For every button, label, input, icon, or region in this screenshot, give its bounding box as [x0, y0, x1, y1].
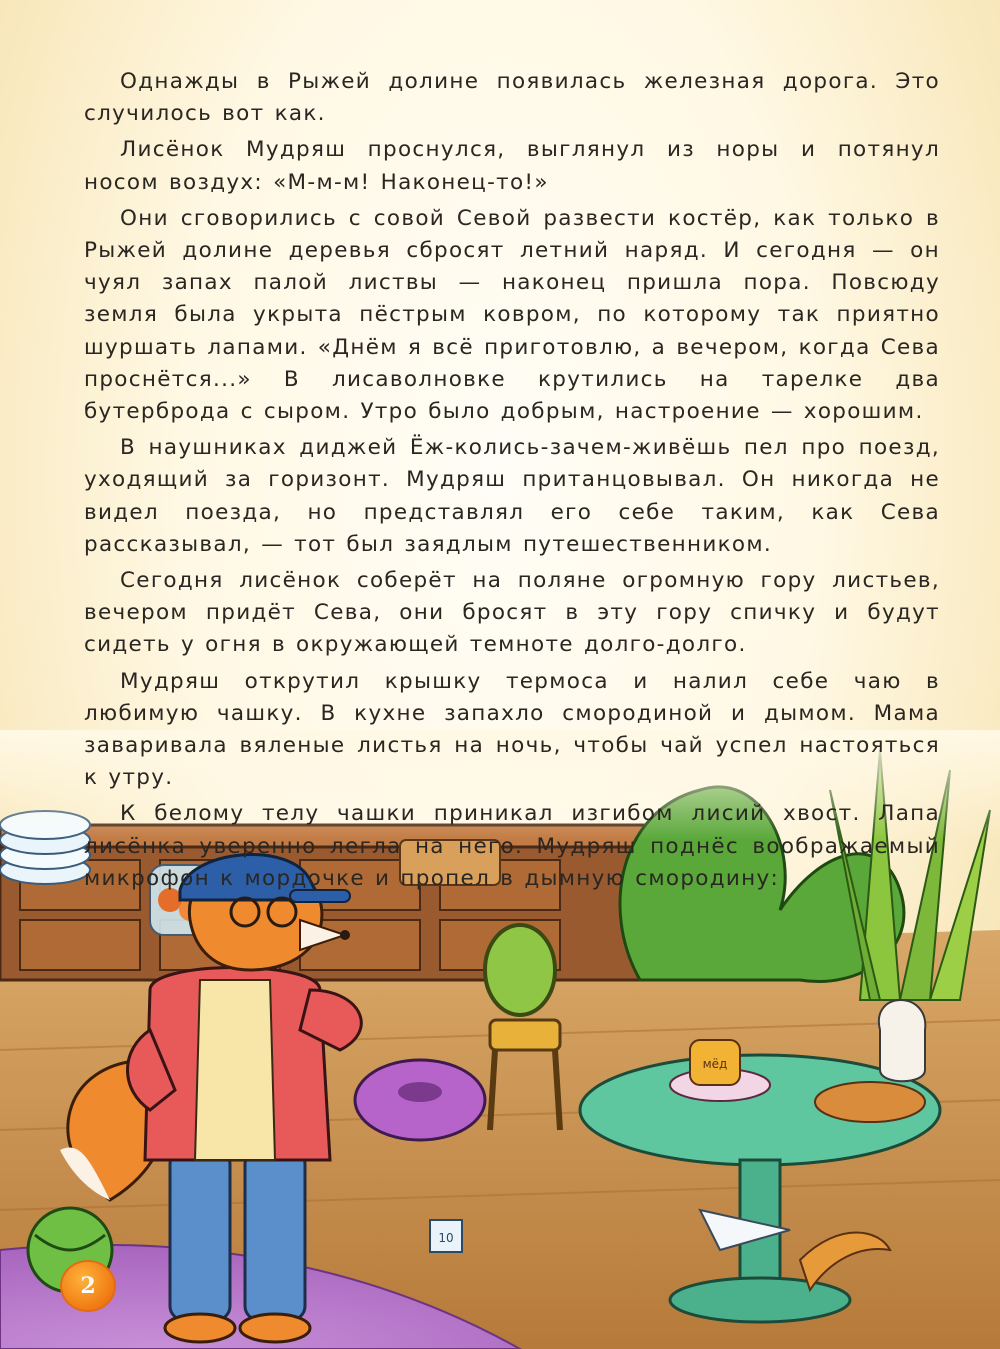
- teapot: [879, 1000, 925, 1081]
- paragraph: В наушниках диджей Ёж-колись-зачем-живёшь пел про поезд, уходящий за горизонт. Мудряш пританцовывал. Он никогда не видел поезда, но представлял его себе таким, как Сева рассказывал, — тот был заядлым путешественником.: [84, 435, 940, 557]
- paragraph: Однажды в Рыжей долине появилась железная дорога. Это случилось вот как.: [84, 69, 940, 127]
- paragraph: К белому телу чашки приникал изгибом лисий хвост. Лапа лисёнка уверенно легла на него. Мудряш поднёс воображаемый микрофон к мордочке и пропел в дымную смородину:: [84, 801, 940, 891]
- paragraph: Мудряш открутил крышку термоса и налил себе чаю в любимую чашку. В кухне запахло смородиной и дымом. Мама заваривала вяленые листья на ночь, чтобы чай успел настояться к утру.: [84, 668, 940, 791]
- paragraph: Сегодня лисёнок соберёт на поляне огромную гору листьев, вечером придёт Сева, они бросят в эту гору спичку и будут сидеть у огня в окружающей темноте долго-долго.: [84, 568, 940, 658]
- honey-jar-label: мёд: [702, 1057, 728, 1071]
- page-number-badge: [62, 1262, 114, 1310]
- toy-block-number: 10: [438, 1231, 454, 1245]
- honey-jar: [690, 1040, 740, 1085]
- purple-cushion: [355, 1060, 485, 1140]
- story-text: [84, 66, 940, 899]
- toy-block: [430, 1220, 462, 1252]
- paragraph: Лисёнок Мудряш проснулся, выглянул из норы и потянул носом воздух: «М-м-м! Наконец-то!»: [84, 137, 940, 195]
- page-number: 2: [80, 1273, 96, 1299]
- paragraph: Они сговорились с совой Севой развести костёр, как только в Рыжей долине деревья сбросят летний наряд. И сегодня — он чуял запах палой листвы — наконец пришла пора. Повсюду земля была укрыта пёстрым ковром, по которому так приятно шуршать лапами. «Днём я всё приготовлю, а вечером, когда Сева проснётся...» В лисаволновке крутились на тарелке два бутерброда с сыром. Утро было добрым, настроение — хорошим.: [84, 205, 940, 425]
